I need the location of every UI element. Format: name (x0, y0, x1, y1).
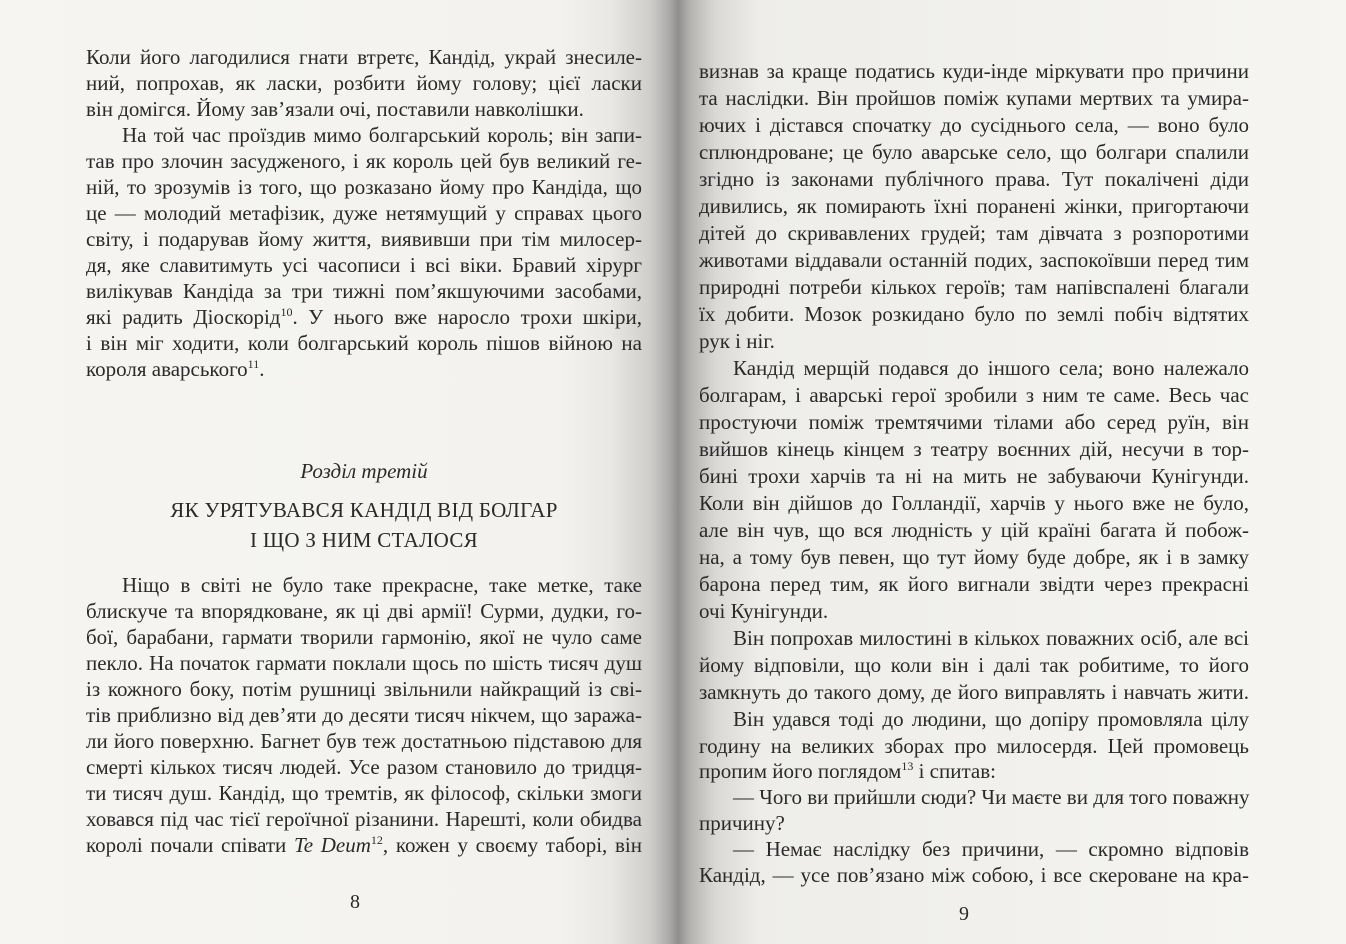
right-page (673, 0, 1346, 944)
text-line: Коли він дійшов до Голландії, харчів у нього вже не було, (699, 491, 1249, 515)
text-line (86, 356, 642, 382)
text-line: вилікував Кандіда за три тижні пом’якшуючими засобами, (86, 279, 642, 303)
text-line: Кандід, — усе пов’язано між собою, і все скероване на кра- (699, 863, 1249, 887)
text-line: це — молодий метафізик, дуже нетямущий у справах цього (86, 201, 642, 225)
text-line: годину на великих зборах про милосердя. Цей промовець (699, 734, 1249, 758)
text-line: ний, попрохав, як ласки, розбити йому голову; цієї ласки (86, 71, 642, 95)
text-line: ючих і дістався спочатку до сусіднього села, — воно було (699, 113, 1249, 137)
chapter-title: І ЩО З НИМ СТАЛОСЯ (250, 528, 478, 552)
text-line: ховався під час тієї героїчної різанини. Нарешті, коли обидва (86, 807, 642, 831)
text-fragment: , кожен у своєму таборі, він (382, 833, 642, 857)
footnote-marker: 10 (280, 305, 293, 319)
footnote-marker: 13 (901, 759, 914, 773)
text-line: природні потреби кількох героїв; там напівспалені благали (699, 275, 1249, 299)
text-line: На той час проїздив мимо болгарський король; він запи- (122, 123, 642, 147)
text-line: згідно із законами публічного права. Тут покалічені діди (699, 167, 1249, 191)
text-line: Кандід мерщій подався до іншого села; воно належало (733, 356, 1249, 380)
page-number: 9 (959, 903, 969, 925)
text-line: дивились, як помирають їхні поранені жінки, пригортаючи (699, 194, 1249, 218)
text-line: Він попрохав милостині в кількох поважних осіб, але всі (733, 626, 1249, 650)
text-line: болгарам, і аварські герої зробили з ним те саме. Весь час (699, 383, 1249, 407)
text-fragment-italic: Te Deum (293, 833, 371, 857)
text-line (86, 304, 642, 330)
text-line: пекло. На початок гармати поклали щось по шість тисяч душ (86, 651, 642, 675)
text-line: вийшов кінець кінцем з театру воєнних дій, несучи в тор- (699, 437, 1249, 461)
chapter-label: Розділ третій (300, 459, 428, 483)
footnote-marker: 11 (247, 357, 260, 371)
text-line: барона перед тим, як його вигнали звідти через прекрасні (699, 572, 1249, 596)
text-line: бої, барабани, гармати творили гармонію, якої не чуло саме (86, 625, 642, 649)
text-line: животами віддавали останній подих, заспокоївши перед тим (699, 248, 1249, 272)
text-line: причину? (699, 811, 785, 835)
text-line: сплюндроване; це було аварське село, що болгари спалили (699, 140, 1249, 164)
text-line: дя, яке славитимуть усі часописи і всі віки. Бравий хірург (86, 253, 642, 277)
text-fragment: . У нього вже наросло трохи шкіри, (292, 305, 642, 329)
text-line: — Немає наслідку без причини, — скромно відповів (733, 837, 1249, 861)
chapter-title: ЯК УРЯТУВАВСЯ КАНДІД ВІД БОЛГАР (170, 498, 558, 522)
text-line: бині трохи харчів та ні на мить не забуваючи Кунігунди. (699, 464, 1249, 488)
text-line: на, а тому був певен, що тут йому буде добре, як і в замку (699, 545, 1249, 569)
text-fragment: які радить Діоскорід (86, 305, 281, 329)
text-line: він домігся. Йому зав’язали очі, поставили навколішки. (86, 97, 584, 121)
text-fragment: короля аварського (86, 357, 248, 381)
page-number: 8 (350, 891, 360, 913)
text-line: але він чув, що вся людність у цій країні багата й побож- (699, 518, 1249, 542)
text-line: смерті кількох тисяч людей. Усе разом становило до тридця- (86, 755, 642, 779)
text-line: визнав за краще податись куди-інде міркувати про причини (699, 59, 1249, 83)
text-line: тав про злочин засудженого, і як король цей був великий ге- (86, 149, 642, 173)
text-line (86, 832, 642, 858)
text-line: замкнуть до такого дому, де його виправлять і навчать жити. (699, 680, 1249, 704)
text-line: та наслідки. Він пройшов поміж купами мертвих та умира- (699, 86, 1249, 110)
text-line (699, 758, 1249, 784)
text-line: ти тисяч душ. Кандід, що тремтів, як філософ, скільки змоги (86, 781, 642, 805)
text-line: рук і ніг. (699, 329, 775, 353)
text-line: Він удався тоді до людини, що допіру промовляла цілу (733, 707, 1249, 731)
text-line: і він міг ходити, коли болгарський король пішов війною на (86, 331, 642, 355)
text-line: очі Кунігунди. (699, 599, 829, 623)
text-line: із кожного боку, потім рушниці звільнили найкращий із сві- (86, 677, 642, 701)
text-fragment: і спитав: (913, 759, 996, 783)
text-line: блискуче та впорядковане, як ці дві армії! Сурми, дудки, го- (86, 599, 642, 623)
text-fragment: . (259, 357, 265, 381)
text-line: простуючи поміж тремтячими тілами або серед руїн, він (699, 410, 1249, 434)
text-fragment: пропим його поглядом (699, 759, 902, 783)
text-line: Ніщо в світі не було таке прекрасне, таке метке, таке (122, 573, 642, 597)
text-line: йому відповіли, що коли він і далі так робитиме, то його (699, 653, 1249, 677)
text-line: тів приблизно від дев’яти до десяти тисяч нікчем, що заража- (86, 703, 642, 727)
text-line: Коли його лагодилися гнати втретє, Кандід, украй знесиле- (86, 45, 642, 69)
footnote-marker: 12 (370, 833, 383, 847)
text-line: — Чого ви прийшли сюди? Чи маєте ви для того поважну (733, 785, 1250, 809)
text-fragment: королі почали співати (86, 833, 294, 857)
text-line: ли його поверхню. Багнет був теж достатньою підставою для (86, 729, 642, 753)
text-line: світу, і подарував йому життя, виявивши при тім милосер- (86, 227, 642, 251)
text-line: їх добити. Мозок розкидано було по землі побіч відтятих (699, 302, 1249, 326)
text-line: дітей до скривавлених грудей; там дівчата з розпоротими (699, 221, 1249, 245)
text-line: ній, то зрозумів із того, що розказано йому про Кандіда, що (86, 175, 642, 199)
